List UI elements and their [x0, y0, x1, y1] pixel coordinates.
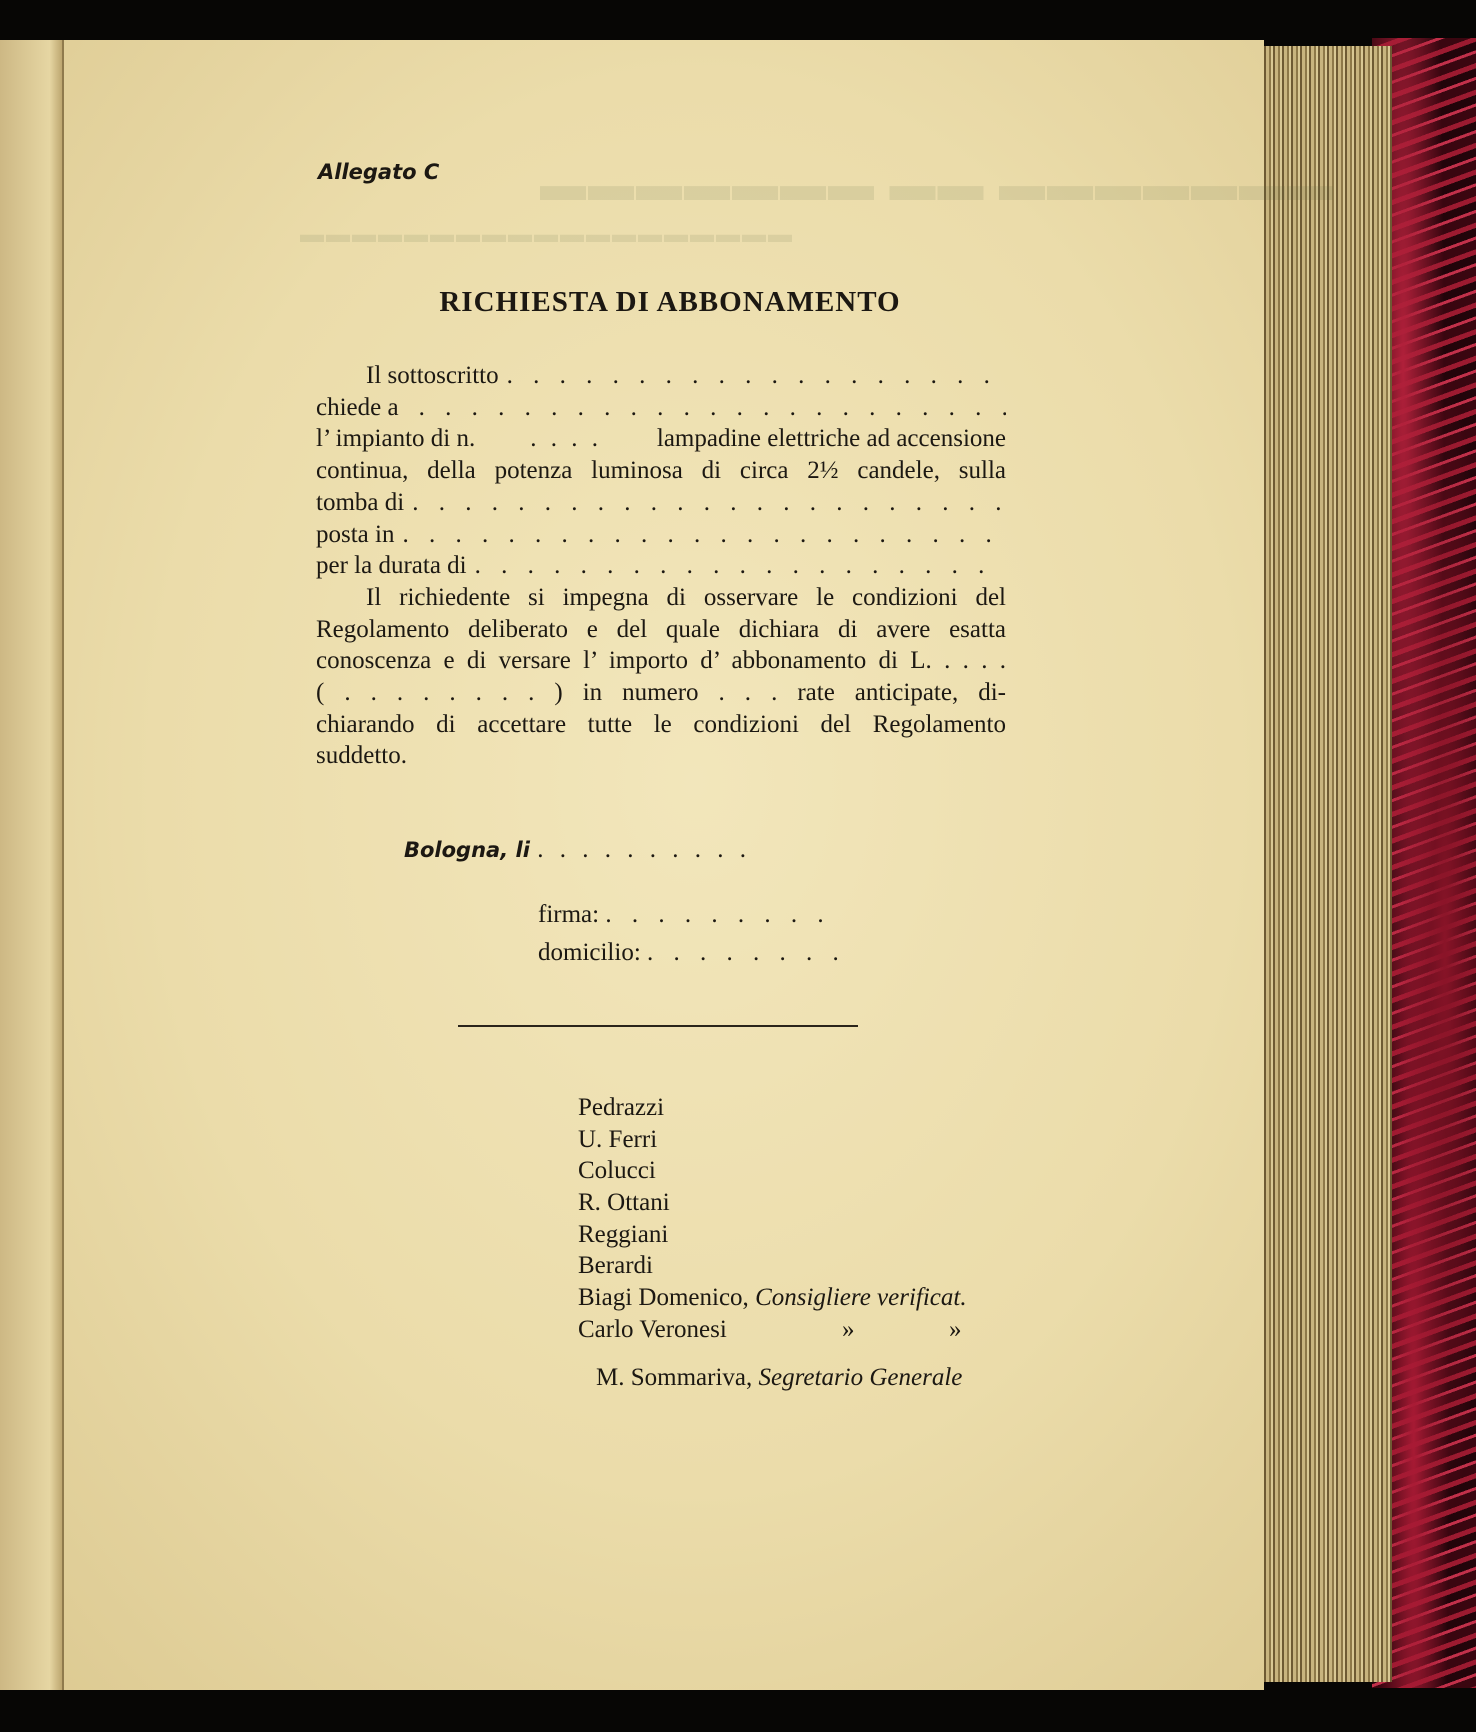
domicile-label: domicilio: [538, 939, 641, 966]
signatories-list [578, 1092, 967, 1346]
form-text-lamps: lampadine elettriche ad accensione [656, 425, 1006, 453]
fill-in-dots [467, 550, 1006, 582]
left-page-margin [0, 40, 64, 1690]
fill-in-dots [404, 487, 1006, 519]
signatory: Reggiani [578, 1220, 669, 1248]
fill-in-dots [394, 519, 1006, 551]
form-label-located: posta in [316, 520, 395, 548]
form-line-duration [316, 550, 1006, 582]
form-label-requests: chiede a [316, 393, 399, 421]
signature-line [538, 896, 846, 934]
signatory: R. Ottani [578, 1189, 670, 1217]
place-date-label: Bologna, li [404, 838, 530, 862]
fill-in-dots: . . . . . . . . [647, 939, 846, 966]
annex-label: Allegato C [318, 160, 440, 184]
form-label-tomb: tomba di [316, 488, 405, 516]
signatory-role: Consigliere verificat. [755, 1284, 967, 1312]
fill-in-dots: . . . . [530, 425, 602, 453]
signatory-name: Biagi Domenico, [578, 1284, 749, 1312]
ditto-mark: » [842, 1315, 855, 1343]
signatory: Berardi [578, 1252, 653, 1280]
form-line-requests [316, 392, 1006, 424]
form-line-tomb [316, 487, 1006, 519]
signature-label: firma: [538, 901, 600, 928]
form-line-located [316, 519, 1006, 551]
page-title: RICHIESTA DI ABBONAMENTO [439, 286, 901, 318]
place-date-line [404, 836, 751, 864]
form-line-undersigned [316, 360, 1006, 392]
domicile-line [538, 934, 846, 972]
section-divider [458, 1025, 858, 1027]
fill-in-dots [499, 360, 1006, 392]
signature-block [538, 896, 846, 972]
form-label-installation: l’ impianto di n. [316, 425, 476, 453]
secretary-signature [596, 1364, 962, 1392]
form-label-undersigned: Il sottoscritto [366, 362, 499, 389]
secretary-name: M. Sommariva, [596, 1364, 753, 1391]
signatory: U. Ferri [578, 1125, 658, 1153]
form-line-installation [316, 423, 1006, 455]
signatory-with-role [578, 1282, 967, 1314]
form-line-end: suddetto. [316, 742, 407, 770]
bleed-through-text: ▬▬▬▬▬▬▬ ▬▬ ▬▬▬▬▬▬▬ [540, 159, 1335, 210]
form-line-power: continua, della potenza luminosa di circa 2½ candele, sulla [316, 457, 1006, 485]
signatory: Colucci [578, 1157, 656, 1185]
form-line-acceptance: chiarando di accettare tutte le condizioni del Regolamento [316, 710, 1006, 738]
form-line-payment: conoscenza e di versare l’ importo d’ abbonamento di L. . . . . [316, 647, 1006, 675]
form-line-installments: ( . . . . . . . . ) in numero . . . rate anticipate, di- [316, 679, 1006, 707]
secretary-role: Segretario Generale [758, 1364, 963, 1391]
signatory-name: Carlo Veronesi [578, 1315, 727, 1343]
fill-in-dots: . . . . . . . . . . [537, 836, 751, 863]
fill-in-dots [399, 392, 1006, 424]
signatory: Pedrazzi [578, 1094, 665, 1121]
form-line-commitment: Il richiedente si impegna di osservare le condizioni del [366, 583, 1006, 611]
page-block-edges [1262, 46, 1392, 1682]
ditto-mark: » [949, 1315, 962, 1343]
form-label-duration: per la durata di [316, 552, 467, 580]
book-page [0, 40, 1335, 1690]
subscription-form [316, 360, 1006, 772]
fill-in-dots: . . . . . . . . . [605, 901, 831, 928]
signatory-with-ditto [578, 1314, 967, 1346]
form-line-regulation: Regolamento deliberato e del quale dichiara di avere esatta [316, 615, 1006, 643]
bleed-through-text: ▬▬▬▬▬▬▬▬▬▬▬▬▬▬▬▬▬▬▬ [300, 222, 794, 248]
